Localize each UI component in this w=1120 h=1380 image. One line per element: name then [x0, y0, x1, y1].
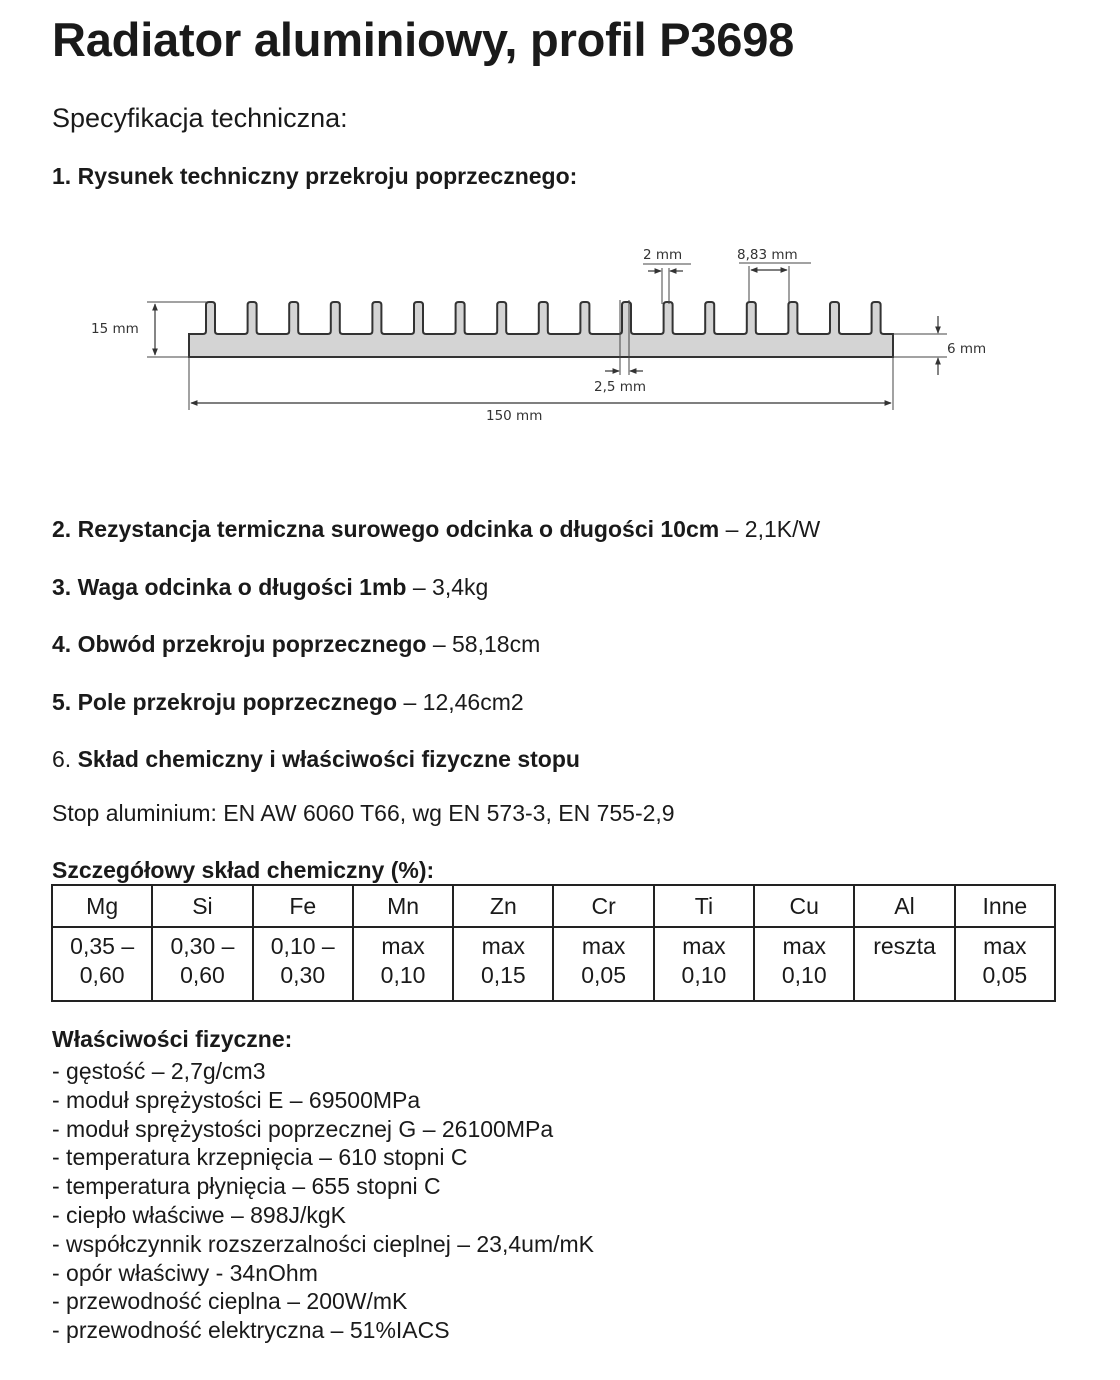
list-item: - gęstość – 2,7g/cm3: [52, 1058, 266, 1084]
chem-table-value-row: [52, 927, 1055, 1001]
chem-header-ti: Ti: [654, 885, 754, 927]
section-6-heading: [52, 746, 580, 773]
spec-item-5: [52, 689, 524, 716]
chem-value-si: 0,30 – 0,60: [152, 927, 252, 1001]
list-item: - temperatura płynięcia – 655 stopni C: [52, 1173, 441, 1200]
heatsink-cross-section-drawing: [85, 240, 1015, 430]
chem-value-al: reszta: [854, 927, 954, 1001]
chem-header-mn: Mn: [353, 885, 453, 927]
spec-item-4-value: – 58,18cm: [426, 631, 541, 657]
chem-value-inne: max 0,05: [955, 927, 1055, 1001]
page-subtitle: Specyfikacja techniczna:: [52, 103, 348, 133]
chem-header-al: Al: [854, 885, 954, 927]
list-item: - opór właściwy - 34nOhm: [52, 1259, 318, 1286]
spec-item-2-number: 2.: [52, 516, 72, 542]
chem-value-fe: 0,10 – 0,30: [253, 927, 353, 1001]
chem-header-zn: Zn: [453, 885, 553, 927]
chem-header-cr: Cr: [553, 885, 653, 927]
chem-header-cu: Cu: [754, 885, 854, 927]
chem-value-zn: max 0,15: [453, 927, 553, 1001]
heatsink-profile-shape: [189, 302, 893, 357]
list-item: - współczynnik rozszerzalności cieplnej – 23,4um/mK: [52, 1230, 594, 1257]
section-6-number: 6.: [52, 746, 72, 772]
spec-item-5-number: 5: [52, 689, 65, 715]
chem-header-mg: Mg: [52, 885, 152, 927]
spec-item-4-number: 4: [52, 631, 65, 657]
dim-fin-width-label: 2 mm: [643, 247, 683, 263]
section-1-label: Rysunek techniczny przekroju poprzecznego:: [77, 163, 578, 189]
chem-header-fe: Fe: [253, 885, 353, 927]
dim-gap-label: 2,5 mm: [594, 379, 647, 395]
list-item: - przewodność elektryczna – 51%IACS: [52, 1317, 450, 1344]
spec-item-4-label: . Obwód przekroju poprzecznego: [64, 631, 427, 657]
section-1-heading: [52, 163, 577, 190]
dim-pitch-label: 8,83 mm: [737, 247, 798, 263]
spec-item-5-label: . Pole przekroju poprzecznego: [64, 689, 398, 715]
list-item: - przewodność cieplna – 200W/mK: [52, 1288, 408, 1315]
spec-item-3-value: – 3,4kg: [406, 574, 489, 600]
chem-value-ti: max 0,10: [654, 927, 754, 1001]
chem-header-inne: Inne: [955, 885, 1055, 927]
dim-base-label: 6 mm: [947, 341, 987, 357]
spec-item-2-label: Rezystancja termiczna surowego odcinka o długości 10cm: [77, 516, 720, 542]
chem-table-header-row: [52, 885, 1055, 927]
list-item: - moduł sprężystości poprzecznej G – 26100MPa: [52, 1115, 554, 1142]
list-item: - temperatura krzepnięcia – 610 stopni C: [52, 1144, 468, 1171]
page-title: Radiator aluminiowy, profil P3698: [52, 13, 795, 66]
spec-item-2: [52, 516, 820, 543]
dim-length-label: 150 mm: [486, 408, 543, 424]
spec-item-3-label: Waga odcinka o długości 1mb: [77, 574, 407, 600]
dim-height-label: 15 mm: [91, 321, 139, 337]
physical-properties-list: [52, 1057, 594, 1345]
list-item: - ciepło właściwe – 898J/kgK: [52, 1201, 347, 1228]
list-item: - moduł sprężystości E – 69500MPa: [52, 1086, 421, 1113]
chem-value-mn: max 0,10: [353, 927, 453, 1001]
chem-value-cr: max 0,05: [553, 927, 653, 1001]
section-1-number: 1.: [52, 163, 72, 189]
spec-item-2-value: – 2,1K/W: [719, 516, 821, 542]
chem-composition-heading: Szczegółowy skład chemiczny (%):: [52, 857, 435, 883]
spec-item-3: [52, 574, 488, 601]
section-6-label: Skład chemiczny i właściwości fizyczne stopu: [77, 746, 580, 772]
chem-value-cu: max 0,10: [754, 927, 854, 1001]
alloy-designation: Stop aluminium: EN AW 6060 T66, wg EN 573-3, EN 755-2,9: [52, 800, 675, 826]
spec-item-5-value: – 12,46cm2: [397, 689, 524, 715]
chem-value-mg: 0,35 – 0,60: [52, 927, 152, 1001]
spec-item-3-number: 3.: [52, 574, 72, 600]
spec-item-4: [52, 631, 540, 658]
chem-header-si: Si: [152, 885, 252, 927]
chemical-composition-table: [51, 884, 1056, 1002]
physical-properties-heading: Właściwości fizyczne:: [52, 1026, 293, 1052]
